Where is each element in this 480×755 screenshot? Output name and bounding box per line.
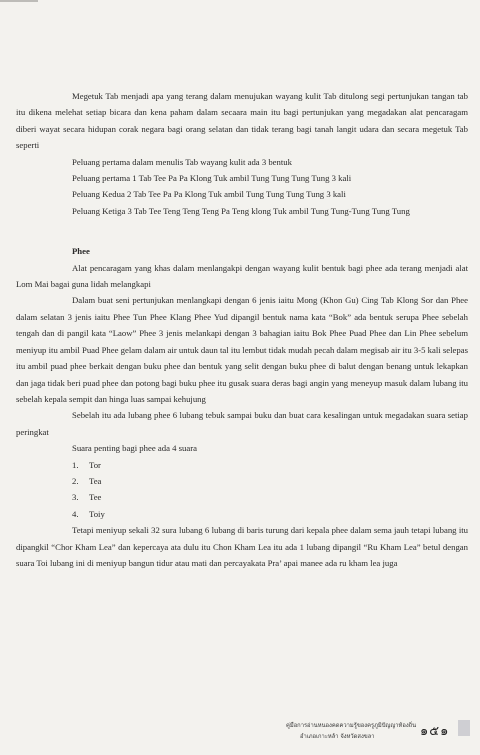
list-item (16, 473, 468, 489)
sounds-list (16, 457, 468, 523)
phee-holes-paragraph: Sebelah itu ada lubang phee 6 lubang tebuk sampai buku dan buat cara kesalingan untuk megadakan suara setiap peringkat (16, 410, 468, 437)
footer-subtitle: อำเภอเกาะหล้า จังหวัดสงขลา (300, 734, 375, 740)
list-item-number: 4. (72, 508, 79, 519)
list-item-number: 3. (72, 492, 79, 503)
footer-title: คู่มือการอ่านหนองคดความรู้ของครูภูมิปัญญาท้องถิ่น (286, 723, 417, 729)
phee-blowing-paragraph: Tetapi meniyup sekali 32 sura lubang 6 lubang di baris turung dari kepala phee dalam sema jauh tetapi lubang itu dipangkil “Chor Kham Lea” dan kepercaya ata dulu itu Chon Kham Lea itu ada 1 lubang dipangil “Ru Kham Lea” betul dengan suara Toi lubang ini di meniyup bangun tidur atau mati dan percayakata Pra’ apai manee ada ru kham lea juga (16, 525, 468, 568)
footer-tab-marker (458, 720, 470, 736)
list-item (16, 457, 468, 473)
list-item-number: 2. (72, 475, 79, 486)
list-item-label: Tee (89, 492, 102, 503)
opportunity-third: Peluang Ketiga 3 Tab Tee Teng Teng Teng Pa Teng klong Tuk ambil Tung Tung-Tung Tung Tung (72, 205, 410, 216)
list-item (16, 489, 468, 505)
list-item-label: Toiy (89, 508, 105, 519)
opportunity-intro: Peluang pertama dalam menulis Tab wayang kulit ada 3 bentuk (72, 156, 292, 167)
list-item-number: 1. (72, 459, 79, 470)
page-number: ๑๕๑ (420, 724, 450, 739)
phee-construction-paragraph: Dalam buat seni pertunjukan menlangkapi dengan 6 jenis iaitu Mong (Khon Gu) Cing Tab Klong Sor dan Phee dalam selatan 3 jenis iaitu Phee Tun Phee Klang Phee Yud dipangil bentuk nama kata “Bok” ada bentuk serupa Phee sebelah tengah dan di pangil kata “Laow” Phee 3 jenis melankapi dengan 3 bahagian iaitu Bok Phee Puad Phee dan Lin Phee sebelum meniyup itu ambil Puad Phee gelam dalam air untuk daun tal itu lembut tidak mudah pecah dalam megisab air itu 3-5 kali selepas itu ambil puad phee berkait dengan buku phee dan bentuk yang selit dengan buku phee di balut dengan benang untuk lekapkan dan jaga tidak beri puad phee dan potong bagi buku phee itu gusak suara deras bagi angin yang meneyup masuk dalam lubang itu sebelah kepala sempit dan hinga luas sampai kehujung (16, 295, 468, 404)
page-body (16, 88, 468, 571)
page-footer (286, 718, 472, 744)
list-item (16, 506, 468, 522)
intro-paragraph: Megetuk Tab menjadi apa yang terang dalam menujukan wayang kulit Tab ditulong segi pertunjukan tangan tab itu dikena melehat setiap bicara dan kena paham dalam secaara main itu bagi pertunjukan yang megadakan alat pencaragam diberi wayat secara hidupan corak negara bagi orang selatan dan tidak terang bagi tanah langit udara dan secara megetuk Tab seperti (16, 91, 468, 151)
list-item-label: Tor (89, 459, 101, 470)
section-heading: Phee (72, 246, 90, 257)
opportunity-first: Peluang pertama 1 Tab Tee Pa Pa Klong Tuk ambil Tung Tung Tung Tung 3 kali (72, 173, 352, 184)
section-gap (16, 219, 468, 243)
opportunity-second: Peluang Kedua 2 Tab Tee Pa Pa Klong Tuk ambil Tung Tung Tung Tung 3 kali (72, 189, 346, 200)
phee-intro-paragraph: Alat pencaragam yang khas dalam menlangakpi dengan wayang kulit bentuk bagi phee ada terang menjadi alat Lom Mai bagai guna lidah melangkapi (16, 262, 468, 290)
phee-sounds-intro: Suara penting bagi phee ada 4 suara (72, 443, 197, 454)
top-edge-mark (0, 0, 38, 2)
list-item-label: Tea (89, 475, 102, 486)
